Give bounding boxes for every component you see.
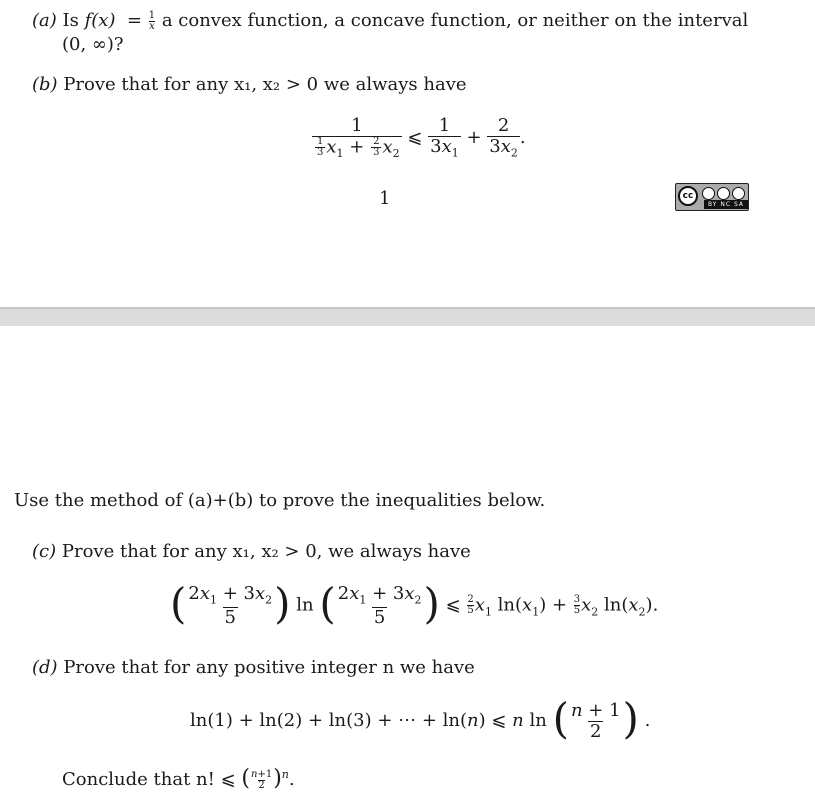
inequality-b: 1 $\frac{1}{3}$ $x_1$ + $\frac{2}{3}$ $x_2$ ⩽ $\frac{1}{3x_1}$ + $\frac{2}{3x_2}$ . (312, 116, 526, 160)
conclusion-text: Conclude that n! ⩽ (62, 769, 236, 790)
part-a-line1 (32, 10, 748, 32)
leq-sign: ⩽ (407, 126, 429, 148)
one-over-x-fraction: $\frac{1}{x}$ (148, 9, 156, 32)
part-a-interval: (0, ∞)? (62, 34, 124, 55)
license-label: BY NC SA (704, 200, 748, 209)
sa-icon (732, 187, 745, 200)
part-c-text: Prove that for any x₁, x₂ > 0, we always have (61, 541, 471, 562)
part-d-line (32, 657, 475, 678)
part-a-label: (a) (32, 10, 57, 31)
part-b-text: Prove that for any x₁, x₂ > 0 we always have (63, 74, 467, 95)
inequality-c: ( $\frac{2x_1 + 3x_2}{5}$ ) ln ( $\frac{2x_1 + 3x_2}{5}$ ) ⩽ $\frac{2}{5}$ $x_1$ $\ln(x_1)$ + $\frac{3}{5}$ $x_2$ $\ln(x_2)$. (170, 578, 659, 628)
part-b-label: (b) (32, 74, 58, 95)
page-number: 1 (379, 188, 391, 209)
inequality-d: ln(1) + ln(2) + ln(3) + ⋯ + ln(n) ⩽ n ln ( $\frac{n + 1}{2}$ ) . (190, 694, 651, 743)
page-divider (0, 307, 815, 326)
part-c-line (32, 541, 471, 562)
cc-icon: cc (678, 186, 698, 206)
part-d-text: Prove that for any positive integer n we have (63, 657, 475, 678)
part-b-line (32, 74, 467, 95)
instruction-text: Use the method of (a)+(b) to prove the inequalities below. (14, 490, 546, 511)
nc-icon (717, 187, 730, 200)
part-a-question: a convex function, a concave function, or neither on the interval (161, 10, 749, 31)
plus-sign: + (466, 126, 488, 148)
rhs-fraction-1: $\frac{1}{3x_1}$ (430, 115, 459, 160)
cc-license-badge (675, 183, 749, 211)
by-icon (702, 187, 715, 200)
conclusion-line: Conclude that n! ⩽ ( $\frac{n+1}{2}$ )$^n$. (62, 766, 295, 791)
lhs-fraction: 1 $\frac{1}{3}$ $x_1$ + $\frac{2}{3}$ $x_2$ (312, 116, 402, 160)
part-c-label: (c) (32, 541, 57, 562)
equals-sign: = (121, 10, 148, 31)
part-a-prefix: Is (62, 10, 79, 31)
part-d-label: (d) (32, 657, 58, 678)
rhs-fraction-2: $\frac{2}{3x_2}$ (489, 115, 518, 160)
part-a-function: f(x) (84, 10, 116, 31)
